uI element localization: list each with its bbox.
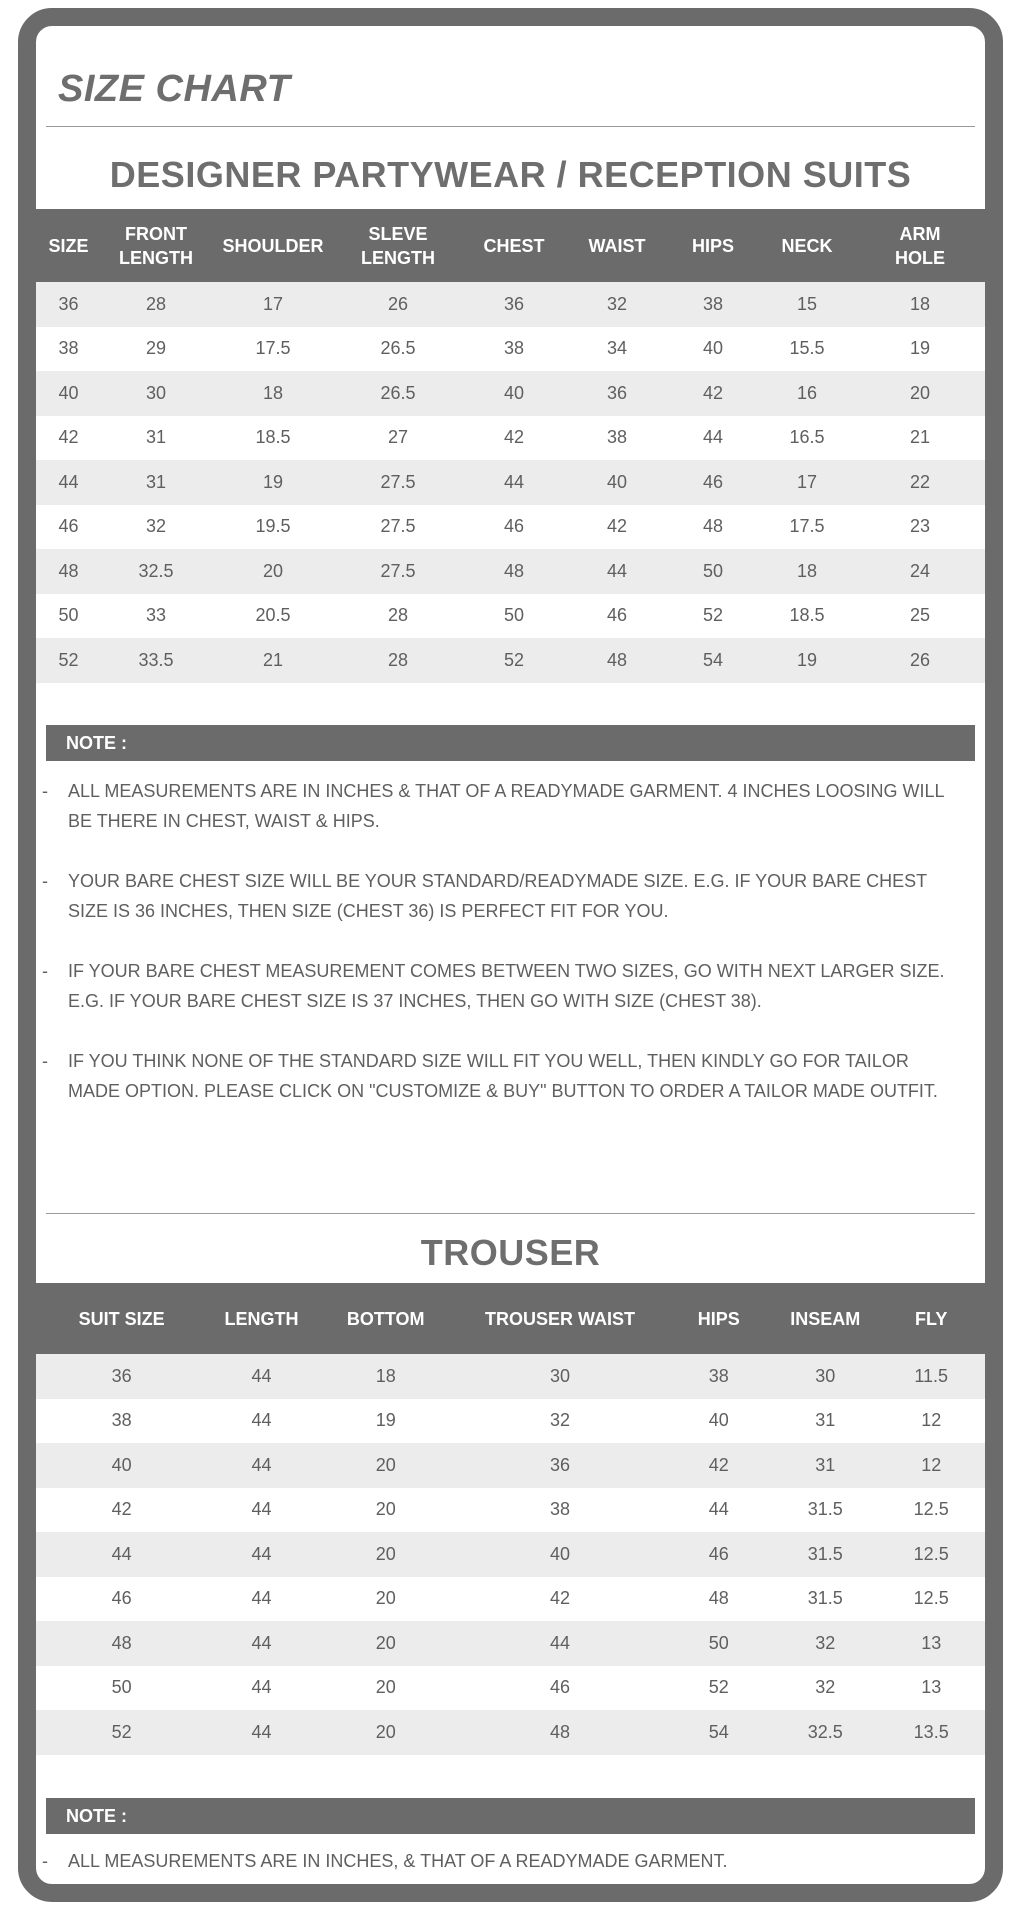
table-cell: 27 bbox=[335, 416, 461, 461]
trouser-column-header: HIPS bbox=[664, 1283, 773, 1354]
table-cell: 20 bbox=[316, 1710, 456, 1755]
table-cell: 44 bbox=[207, 1354, 316, 1399]
suits-column-header bbox=[759, 209, 855, 282]
table-cell: 36 bbox=[456, 1443, 665, 1488]
title-divider bbox=[46, 126, 975, 127]
table-row bbox=[36, 371, 985, 416]
suits-header-row bbox=[36, 209, 985, 282]
table-cell: 48 bbox=[36, 1621, 207, 1666]
trouser-header-row bbox=[36, 1283, 985, 1354]
table-cell: 18 bbox=[759, 549, 855, 594]
table-cell: 21 bbox=[211, 638, 335, 683]
table-cell: 20 bbox=[316, 1577, 456, 1622]
trouser-column-header: TROUSER WAIST bbox=[456, 1283, 665, 1354]
table-cell: 44 bbox=[36, 1532, 207, 1577]
table-cell: 40 bbox=[664, 1399, 773, 1444]
table-cell: 36 bbox=[36, 282, 101, 327]
table-cell: 19 bbox=[855, 327, 985, 372]
note-text: ALL MEASUREMENTS ARE IN INCHES & THAT OF A READYMADE GARMENT. 4 INCHES LOOSING WILL BE THERE IN CHEST, WAIST & HIPS. bbox=[68, 781, 944, 831]
table-cell: 52 bbox=[667, 594, 759, 639]
table-cell: 46 bbox=[664, 1532, 773, 1577]
column-header-line: ARM bbox=[899, 223, 941, 244]
table-cell: 19 bbox=[211, 460, 335, 505]
table-cell: 31.5 bbox=[773, 1577, 877, 1622]
table-row bbox=[36, 416, 985, 461]
table-cell: 19.5 bbox=[211, 505, 335, 550]
table-cell: 44 bbox=[36, 460, 101, 505]
table-cell: 50 bbox=[36, 594, 101, 639]
table-cell: 31 bbox=[773, 1399, 877, 1444]
suits-column-header bbox=[36, 209, 101, 282]
note-item bbox=[36, 1046, 985, 1106]
table-row bbox=[36, 1443, 985, 1488]
table-cell: 26 bbox=[855, 638, 985, 683]
table-row bbox=[36, 1666, 985, 1711]
table-cell: 31.5 bbox=[773, 1532, 877, 1577]
table-cell: 26 bbox=[335, 282, 461, 327]
table-cell: 46 bbox=[461, 505, 567, 550]
table-cell: 24 bbox=[855, 549, 985, 594]
table-row bbox=[36, 505, 985, 550]
table-cell: 27.5 bbox=[335, 505, 461, 550]
table-cell: 42 bbox=[667, 371, 759, 416]
table-cell: 20.5 bbox=[211, 594, 335, 639]
table-cell: 17 bbox=[759, 460, 855, 505]
trouser-note-bar: NOTE : bbox=[46, 1798, 975, 1834]
table-cell: 19 bbox=[759, 638, 855, 683]
table-cell: 12 bbox=[877, 1443, 985, 1488]
note-item bbox=[36, 776, 985, 836]
table-row bbox=[36, 594, 985, 639]
table-cell: 31 bbox=[101, 416, 211, 461]
table-cell: 38 bbox=[567, 416, 667, 461]
table-cell: 50 bbox=[461, 594, 567, 639]
table-cell: 31.5 bbox=[773, 1488, 877, 1533]
table-cell: 46 bbox=[456, 1666, 665, 1711]
table-cell: 30 bbox=[773, 1354, 877, 1399]
table-cell: 38 bbox=[461, 327, 567, 372]
table-cell: 23 bbox=[855, 505, 985, 550]
table-row bbox=[36, 327, 985, 372]
table-cell: 50 bbox=[664, 1621, 773, 1666]
table-cell: 32 bbox=[101, 505, 211, 550]
table-cell: 28 bbox=[335, 638, 461, 683]
column-header-line: SLEVE bbox=[368, 223, 428, 244]
trouser-divider bbox=[46, 1213, 975, 1214]
bullet-dash: - bbox=[42, 871, 48, 891]
suits-column-header bbox=[567, 209, 667, 282]
table-cell: 12.5 bbox=[877, 1532, 985, 1577]
table-row bbox=[36, 282, 985, 327]
bullet-dash: - bbox=[42, 1851, 48, 1871]
table-cell: 32 bbox=[773, 1666, 877, 1711]
table-cell: 32 bbox=[773, 1621, 877, 1666]
table-cell: 31 bbox=[101, 460, 211, 505]
table-cell: 44 bbox=[207, 1577, 316, 1622]
table-cell: 40 bbox=[667, 327, 759, 372]
bullet-dash: - bbox=[42, 1051, 48, 1071]
column-header-line: HOLE bbox=[894, 247, 945, 268]
table-cell: 42 bbox=[461, 416, 567, 461]
table-row bbox=[36, 1577, 985, 1622]
table-cell: 38 bbox=[36, 1399, 207, 1444]
table-cell: 40 bbox=[456, 1532, 665, 1577]
suits-size-table bbox=[36, 209, 985, 683]
suits-column-header bbox=[461, 209, 567, 282]
note-text: IF YOUR BARE CHEST MEASUREMENT COMES BETWEEN TWO SIZES, GO WITH NEXT LARGER SIZE. E.G. IF YOUR BARE CHEST SIZE IS 37 INCHES, THEN GO WITH SIZE (CHEST 38). bbox=[68, 961, 945, 1011]
table-cell: 12 bbox=[877, 1399, 985, 1444]
table-cell: 36 bbox=[461, 282, 567, 327]
table-cell: 18 bbox=[316, 1354, 456, 1399]
column-header-line: WAIST bbox=[588, 235, 646, 256]
table-cell: 11.5 bbox=[877, 1354, 985, 1399]
table-cell: 31 bbox=[773, 1443, 877, 1488]
table-cell: 54 bbox=[667, 638, 759, 683]
size-chart-frame bbox=[18, 8, 1003, 1902]
suits-table-body bbox=[36, 282, 985, 683]
table-cell: 40 bbox=[567, 460, 667, 505]
table-cell: 22 bbox=[855, 460, 985, 505]
column-header-line: SIZE bbox=[48, 235, 89, 256]
table-cell: 44 bbox=[567, 549, 667, 594]
table-cell: 48 bbox=[461, 549, 567, 594]
column-header-line: LENGTH bbox=[119, 247, 193, 268]
trouser-column-header: SUIT SIZE bbox=[36, 1283, 207, 1354]
table-cell: 18.5 bbox=[759, 594, 855, 639]
table-cell: 52 bbox=[461, 638, 567, 683]
table-cell: 28 bbox=[101, 282, 211, 327]
trouser-column-header: INSEAM bbox=[773, 1283, 877, 1354]
table-cell: 48 bbox=[567, 638, 667, 683]
note-text: ALL MEASUREMENTS ARE IN INCHES, & THAT OF A READYMADE GARMENT. bbox=[68, 1851, 728, 1871]
suits-column-header bbox=[101, 209, 211, 282]
table-row bbox=[36, 1488, 985, 1533]
note-text: YOUR BARE CHEST SIZE WILL BE YOUR STANDARD/READYMADE SIZE. E.G. IF YOUR BARE CHEST SIZE IS 36 INCHES, THEN SIZE (CHEST 36) IS PERFECT FIT FOR YOU. bbox=[68, 871, 927, 921]
table-cell: 44 bbox=[207, 1443, 316, 1488]
table-cell: 48 bbox=[664, 1577, 773, 1622]
trouser-size-table bbox=[36, 1283, 985, 1755]
table-cell: 42 bbox=[456, 1577, 665, 1622]
table-cell: 54 bbox=[664, 1710, 773, 1755]
table-cell: 52 bbox=[664, 1666, 773, 1711]
column-header-line: SHOULDER bbox=[222, 235, 324, 256]
table-cell: 28 bbox=[335, 594, 461, 639]
note-item bbox=[36, 1846, 985, 1876]
table-cell: 42 bbox=[36, 1488, 207, 1533]
column-header-line: FRONT bbox=[125, 223, 187, 244]
table-cell: 48 bbox=[456, 1710, 665, 1755]
table-cell: 17.5 bbox=[759, 505, 855, 550]
table-cell: 52 bbox=[36, 1710, 207, 1755]
table-cell: 46 bbox=[36, 1577, 207, 1622]
table-cell: 20 bbox=[316, 1488, 456, 1533]
table-cell: 42 bbox=[36, 416, 101, 461]
table-cell: 46 bbox=[567, 594, 667, 639]
table-cell: 44 bbox=[207, 1621, 316, 1666]
suits-notes-list bbox=[36, 776, 985, 1136]
table-row bbox=[36, 460, 985, 505]
table-cell: 48 bbox=[36, 549, 101, 594]
suits-column-header bbox=[211, 209, 335, 282]
table-row bbox=[36, 1399, 985, 1444]
table-cell: 27.5 bbox=[335, 460, 461, 505]
trouser-column-header: LENGTH bbox=[207, 1283, 316, 1354]
column-header-line: LENGTH bbox=[361, 247, 435, 268]
table-cell: 18 bbox=[855, 282, 985, 327]
table-cell: 44 bbox=[207, 1710, 316, 1755]
trouser-notes-list bbox=[36, 1846, 985, 1906]
table-cell: 20 bbox=[855, 371, 985, 416]
table-cell: 29 bbox=[101, 327, 211, 372]
table-cell: 16.5 bbox=[759, 416, 855, 461]
table-cell: 20 bbox=[316, 1443, 456, 1488]
suits-heading: DESIGNER PARTYWEAR / RECEPTION SUITS bbox=[109, 154, 912, 195]
page-title: SIZE CHART bbox=[58, 68, 291, 110]
table-cell: 32 bbox=[567, 282, 667, 327]
table-cell: 44 bbox=[456, 1621, 665, 1666]
table-row bbox=[36, 1532, 985, 1577]
table-row bbox=[36, 1710, 985, 1755]
table-cell: 52 bbox=[36, 638, 101, 683]
table-cell: 33 bbox=[101, 594, 211, 639]
suits-note-bar: NOTE : bbox=[46, 725, 975, 761]
column-header-line: HIPS bbox=[691, 235, 734, 256]
table-cell: 44 bbox=[664, 1488, 773, 1533]
table-cell: 48 bbox=[667, 505, 759, 550]
table-cell: 21 bbox=[855, 416, 985, 461]
table-cell: 26.5 bbox=[335, 371, 461, 416]
table-cell: 17 bbox=[211, 282, 335, 327]
table-cell: 16 bbox=[759, 371, 855, 416]
table-cell: 38 bbox=[456, 1488, 665, 1533]
trouser-column-header: FLY bbox=[877, 1283, 985, 1354]
table-cell: 18 bbox=[211, 371, 335, 416]
table-cell: 30 bbox=[101, 371, 211, 416]
trouser-column-header: BOTTOM bbox=[316, 1283, 456, 1354]
table-cell: 15.5 bbox=[759, 327, 855, 372]
table-cell: 44 bbox=[207, 1488, 316, 1533]
table-cell: 20 bbox=[211, 549, 335, 594]
column-header-line: CHEST bbox=[483, 235, 545, 256]
table-cell: 42 bbox=[664, 1443, 773, 1488]
table-cell: 44 bbox=[667, 416, 759, 461]
table-cell: 32 bbox=[456, 1399, 665, 1444]
table-cell: 15 bbox=[759, 282, 855, 327]
table-row bbox=[36, 1621, 985, 1666]
bullet-dash: - bbox=[42, 961, 48, 981]
table-cell: 38 bbox=[36, 327, 101, 372]
trouser-heading: TROUSER bbox=[420, 1232, 601, 1273]
table-cell: 40 bbox=[461, 371, 567, 416]
table-cell: 20 bbox=[316, 1532, 456, 1577]
table-cell: 40 bbox=[36, 371, 101, 416]
note-item bbox=[36, 866, 985, 926]
table-cell: 50 bbox=[667, 549, 759, 594]
table-cell: 12.5 bbox=[877, 1577, 985, 1622]
note-item bbox=[36, 956, 985, 1016]
table-cell: 32.5 bbox=[101, 549, 211, 594]
table-cell: 18.5 bbox=[211, 416, 335, 461]
table-cell: 25 bbox=[855, 594, 985, 639]
table-cell: 20 bbox=[316, 1621, 456, 1666]
table-cell: 27.5 bbox=[335, 549, 461, 594]
table-cell: 20 bbox=[316, 1666, 456, 1711]
table-cell: 40 bbox=[36, 1443, 207, 1488]
table-cell: 42 bbox=[567, 505, 667, 550]
table-cell: 50 bbox=[36, 1666, 207, 1711]
table-cell: 19 bbox=[316, 1399, 456, 1444]
bullet-dash: - bbox=[42, 781, 48, 801]
table-cell: 13 bbox=[877, 1621, 985, 1666]
table-row bbox=[36, 638, 985, 683]
table-cell: 38 bbox=[667, 282, 759, 327]
table-cell: 32.5 bbox=[773, 1710, 877, 1755]
table-cell: 12.5 bbox=[877, 1488, 985, 1533]
table-cell: 13.5 bbox=[877, 1710, 985, 1755]
table-cell: 46 bbox=[667, 460, 759, 505]
table-cell: 44 bbox=[207, 1532, 316, 1577]
suits-column-header bbox=[667, 209, 759, 282]
table-cell: 44 bbox=[207, 1666, 316, 1711]
table-cell: 26.5 bbox=[335, 327, 461, 372]
table-cell: 44 bbox=[207, 1399, 316, 1444]
table-cell: 30 bbox=[456, 1354, 665, 1399]
suits-column-header bbox=[855, 209, 985, 282]
table-cell: 33.5 bbox=[101, 638, 211, 683]
table-cell: 38 bbox=[664, 1354, 773, 1399]
table-cell: 34 bbox=[567, 327, 667, 372]
suits-column-header bbox=[335, 209, 461, 282]
table-cell: 46 bbox=[36, 505, 101, 550]
note-text: IF YOU THINK NONE OF THE STANDARD SIZE WILL FIT YOU WELL, THEN KINDLY GO FOR TAILOR MADE OPTION. PLEASE CLICK ON "CUSTOMIZE & BUY" BUTTON TO ORDER A TAILOR MADE OUTFIT. bbox=[68, 1051, 938, 1101]
column-header-line: NECK bbox=[781, 235, 833, 256]
table-row bbox=[36, 1354, 985, 1399]
table-cell: 17.5 bbox=[211, 327, 335, 372]
table-cell: 36 bbox=[567, 371, 667, 416]
table-cell: 36 bbox=[36, 1354, 207, 1399]
table-cell: 13 bbox=[877, 1666, 985, 1711]
table-cell: 44 bbox=[461, 460, 567, 505]
trouser-table-body bbox=[36, 1354, 985, 1755]
table-row bbox=[36, 549, 985, 594]
